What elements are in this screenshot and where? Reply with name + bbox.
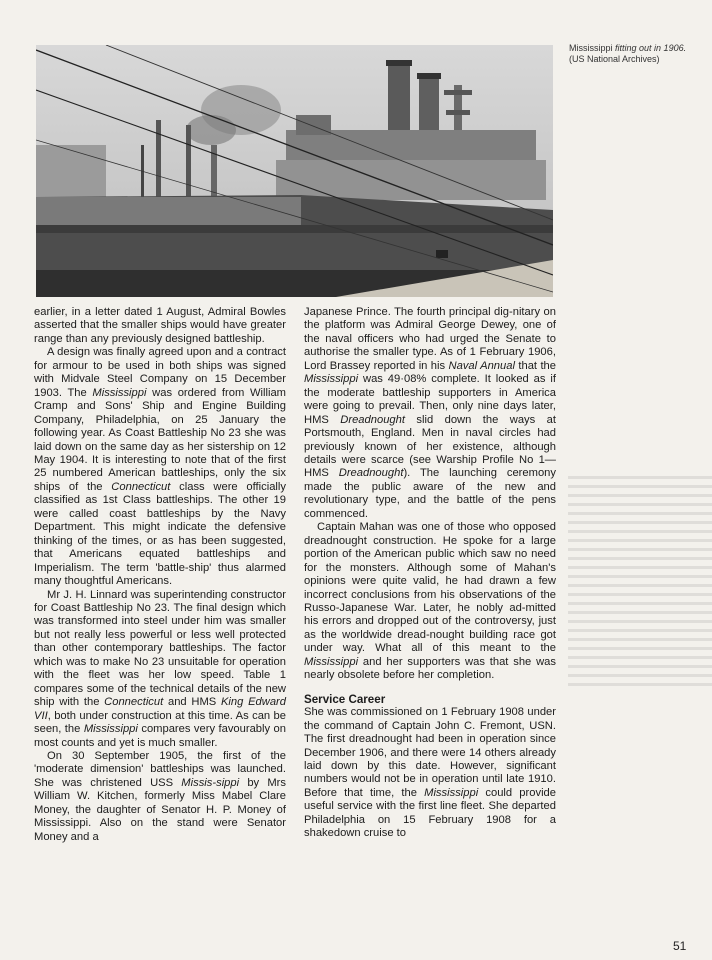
right-paragraph-0	[304, 306, 556, 521]
show-through-text	[560, 470, 712, 940]
left-p1-run-0: A design was finally agreed upon and a contract for armour to be used in both ships was signed with Midvale Steel Company on 15 December 1903. The	[34, 346, 286, 399]
caption-ship: Mississippi	[569, 43, 613, 53]
right-p0-run-4: was 49·08% complete. It looked as if the moderate battleship supporters in America were going to prevail. Then, only nine days later, HMS	[304, 373, 556, 426]
service-paragraph	[304, 706, 556, 841]
left-p3-run-1: Missis-sippi	[181, 776, 240, 789]
right-column-body	[304, 306, 556, 683]
left-p3-run-2: by Mrs William W. Kitchen, formerly Miss Mabel Clare Money, the daughter of Senator H. P. Money of Mississippi. Also on the stand were Senator Money and a	[34, 776, 286, 843]
service-run-1: Mississippi	[424, 786, 479, 799]
section-heading: Service Career	[304, 692, 386, 706]
right-p1-run-1: Mississippi	[304, 655, 359, 668]
right-p1-run-2: and her supporters was that she was nearly obsolete before her completion.	[304, 655, 556, 682]
left-p2-run-4: , both under construction at this time. As can be seen, the	[34, 709, 286, 736]
left-p0-run-0: earlier, in a letter dated 1 August, Admiral Bowles asserted that the smaller ships would have greater range than any previously designed battleship.	[34, 306, 286, 345]
left-p3-run-0: On 30 September 1905, the first of the 'moderate dimension' battleships was launched. She was christened USS	[34, 749, 286, 789]
left-column	[34, 306, 286, 844]
right-p0-run-2: that the	[514, 359, 556, 372]
battleship-photo	[36, 45, 553, 297]
right-p0-run-5: Dreadnought	[340, 413, 405, 426]
right-p0-run-0: Japanese Prince. The fourth principal dig-nitary on the platform was Admiral George Dewey, one of the naval officers who had urged the Senate to authorise the smaller type. As of 1 February 1906, Lord Brassey reported in his	[304, 306, 556, 372]
left-paragraph-2	[34, 589, 286, 750]
left-paragraph-3	[34, 750, 286, 844]
left-p1-run-2: was ordered from William Cramp and Sons' Ship and Engine Building Company, Philadelphia, on 25 January the following year. As Coast Battleship No 23 she was laid down on the same day as her sistership on 12 May 1904. It is interesting to note that of the first 25 numbered American battleships, only the six ships of the	[34, 386, 286, 493]
right-p0-run-6: slid down the ways at Portsmouth, England. Men in naval circles had previously known of her existence, although details were scarce (see Warship Profile No 1—HMS	[304, 413, 556, 480]
battleship-icon	[36, 45, 553, 297]
right-paragraph-1	[304, 521, 556, 682]
caption-credit: (US National Archives)	[569, 54, 660, 64]
left-paragraph-1	[34, 346, 286, 588]
left-p2-run-6: compares very favourably on most counts and yet is much smaller.	[34, 723, 286, 749]
left-p2-run-0: Mr J. H. Linnard was superintending constructor for Coast Battleship No 23. The final design which was transformed into steel under him was smaller but not really less powerful or less well protected than other contemporary battleships. The factor which was to make No 23 unsuitable for operation with the fleet was her low speed. Table 1 compares some of the technical details of the new ship with the	[34, 588, 286, 709]
service-run-0: She was commissioned on 1 February 1908 under the command of Captain John C. Fremont, USN. The first dreadnought had been in operation since December 1906, and there were 14 others already laid down by this date. However, significant numbers would not be in operation until late 1910. Before that time, the	[304, 706, 556, 799]
left-p2-run-5: Mississippi	[83, 723, 138, 736]
left-p1-run-3: Connecticut	[111, 480, 171, 493]
left-p2-run-3: King Edward VII	[34, 696, 287, 722]
caption-italic: fitting out in 1906.	[615, 43, 687, 53]
right-p0-run-3: Mississippi	[304, 373, 359, 386]
right-p1-run-0: Captain Mahan was one of those who opposed dreadnought construction. He spoke for a large portion of the American public which saw no need for the monsters. Although some of Mahan's opinions were quite valid, he had drawn a few incorrect conclusions from his observations of the Russo-Japanese War. Later, he nobly ad-mitted his errors and dropped out of the controversy, just as the worldwide dread-nought building race got under way. What all of this meant to the	[304, 521, 556, 655]
right-p0-run-8: ). The launching ceremony made the public aware of the new and revolutionary type, and the battle of the pens commenced.	[304, 467, 556, 520]
right-p0-run-1: Naval Annual	[448, 359, 515, 372]
left-p1-run-1: Mississippi	[92, 386, 147, 399]
service-run-2: could provide useful service with the first line fleet. She departed Philadelphia on 15 February 1908 for a shakedown cruise to	[304, 786, 557, 840]
right-p0-run-7: Dreadnought	[338, 467, 404, 480]
photo-caption	[569, 43, 704, 65]
page-number: 51	[673, 939, 687, 953]
left-p1-run-4: class were officially classified as 1st Class battleships. The other 19 were called coast battleships by the Navy Department. This might indicate the defensive thinking of the times, or as has been suggested, that Americans equated battleships and Imperialism. The term 'battle-ship' thus alarmed many thoughtful Americans.	[34, 480, 287, 588]
left-p2-run-2: and HMS	[163, 696, 221, 709]
left-p2-run-1: Connecticut	[104, 696, 164, 709]
left-paragraph-0	[34, 306, 286, 346]
right-column	[304, 306, 556, 841]
